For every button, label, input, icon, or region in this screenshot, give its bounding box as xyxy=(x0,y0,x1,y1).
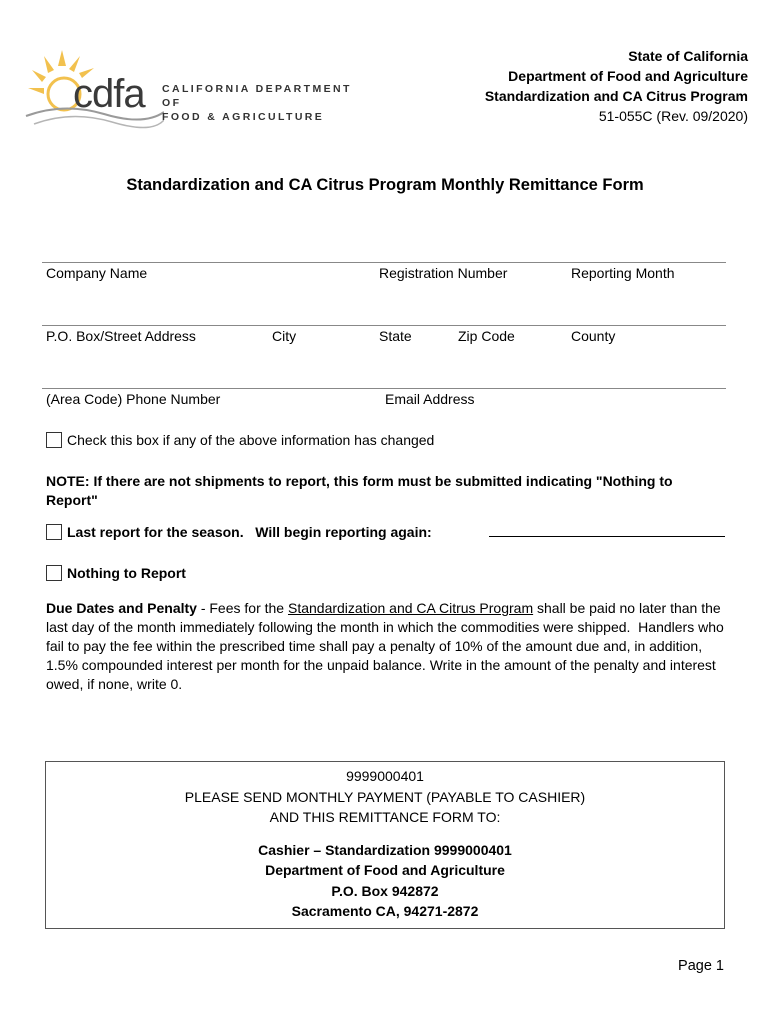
remittance-box xyxy=(45,761,725,929)
remit-addr1: Cashier – Standardization 9999000401 xyxy=(258,841,512,858)
email-field[interactable]: Email Address xyxy=(385,391,475,407)
logo-name-line1: CALIFORNIA DEPARTMENT OF xyxy=(162,83,352,109)
due-dates-text-before: - Fees for the xyxy=(196,600,288,616)
resume-date-line[interactable] xyxy=(489,536,725,537)
nothing-to-report-label: Nothing to Report xyxy=(67,565,186,581)
cdfa-logo xyxy=(24,44,374,134)
company-name-field[interactable]: Company Name xyxy=(46,265,148,281)
last-report-label: Last report for the season. Will begin reporting again: xyxy=(67,524,432,540)
note-text: NOTE: If there are not shipments to report, this form must be submitted indicating "Nothing to Report" xyxy=(46,473,673,508)
due-dates-heading: Due Dates and Penalty xyxy=(46,600,197,616)
info-changed-checkbox[interactable] xyxy=(46,432,62,448)
divider-line xyxy=(42,325,726,326)
remit-line2: AND THIS REMITTANCE FORM TO: xyxy=(269,809,501,825)
state-field[interactable]: State xyxy=(379,328,412,344)
divider-line xyxy=(42,262,726,263)
header-state: State of California xyxy=(628,48,748,64)
due-dates-paragraph xyxy=(46,599,736,694)
header-program: Standardization and CA Citrus Program xyxy=(484,88,748,104)
program-link: Standardization and CA Citrus Program xyxy=(287,600,534,616)
nothing-to-report-checkbox[interactable] xyxy=(46,565,62,581)
zip-code-field[interactable]: Zip Code xyxy=(458,328,515,344)
remit-addr2: Department of Food and Agriculture xyxy=(265,862,505,878)
header-form-number: 51-055C (Rev. 09/2020) xyxy=(598,108,748,124)
form-title: Standardization and CA Citrus Program Monthly Remittance Form xyxy=(126,176,644,194)
logo-name-line2: FOOD & AGRICULTURE xyxy=(162,111,325,123)
county-field[interactable]: County xyxy=(571,328,616,344)
page-number: Page 1 xyxy=(678,958,724,974)
registration-number-field[interactable]: Registration Number xyxy=(379,265,508,281)
reporting-month-field[interactable]: Reporting Month xyxy=(571,265,675,281)
remit-addr3: P.O. Box 942872 xyxy=(331,882,439,899)
address-field[interactable]: P.O. Box/Street Address xyxy=(46,328,196,344)
info-changed-label: Check this box if any of the above information has changed xyxy=(67,432,435,448)
phone-field[interactable]: (Area Code) Phone Number xyxy=(46,391,221,407)
last-report-checkbox[interactable] xyxy=(46,524,62,540)
remit-line1: PLEASE SEND MONTHLY PAYMENT (PAYABLE TO CASHIER) xyxy=(184,788,586,805)
divider-line xyxy=(42,388,726,389)
logo-abbrev: cdfa xyxy=(73,72,145,116)
due-dates-text-after: shall be paid no later than the last day of the month immediately following the month in which the commodities were shipped. Handlers who fail to pay the fee within the prescribed time shall pay a penalty of 10% of the amount due and, in addition, 1.5% compounded interest per month for the unpaid balance. Write in the amount of the penalty and interest owed, if none, write 0. xyxy=(46,600,728,692)
agency-header xyxy=(485,46,748,126)
header-department: Department of Food and Agriculture xyxy=(508,68,748,84)
remit-account: 9999000401 xyxy=(346,768,424,784)
logo-name xyxy=(162,82,374,124)
remit-addr4: Sacramento CA, 94271-2872 xyxy=(291,903,479,919)
city-field[interactable]: City xyxy=(272,328,297,344)
